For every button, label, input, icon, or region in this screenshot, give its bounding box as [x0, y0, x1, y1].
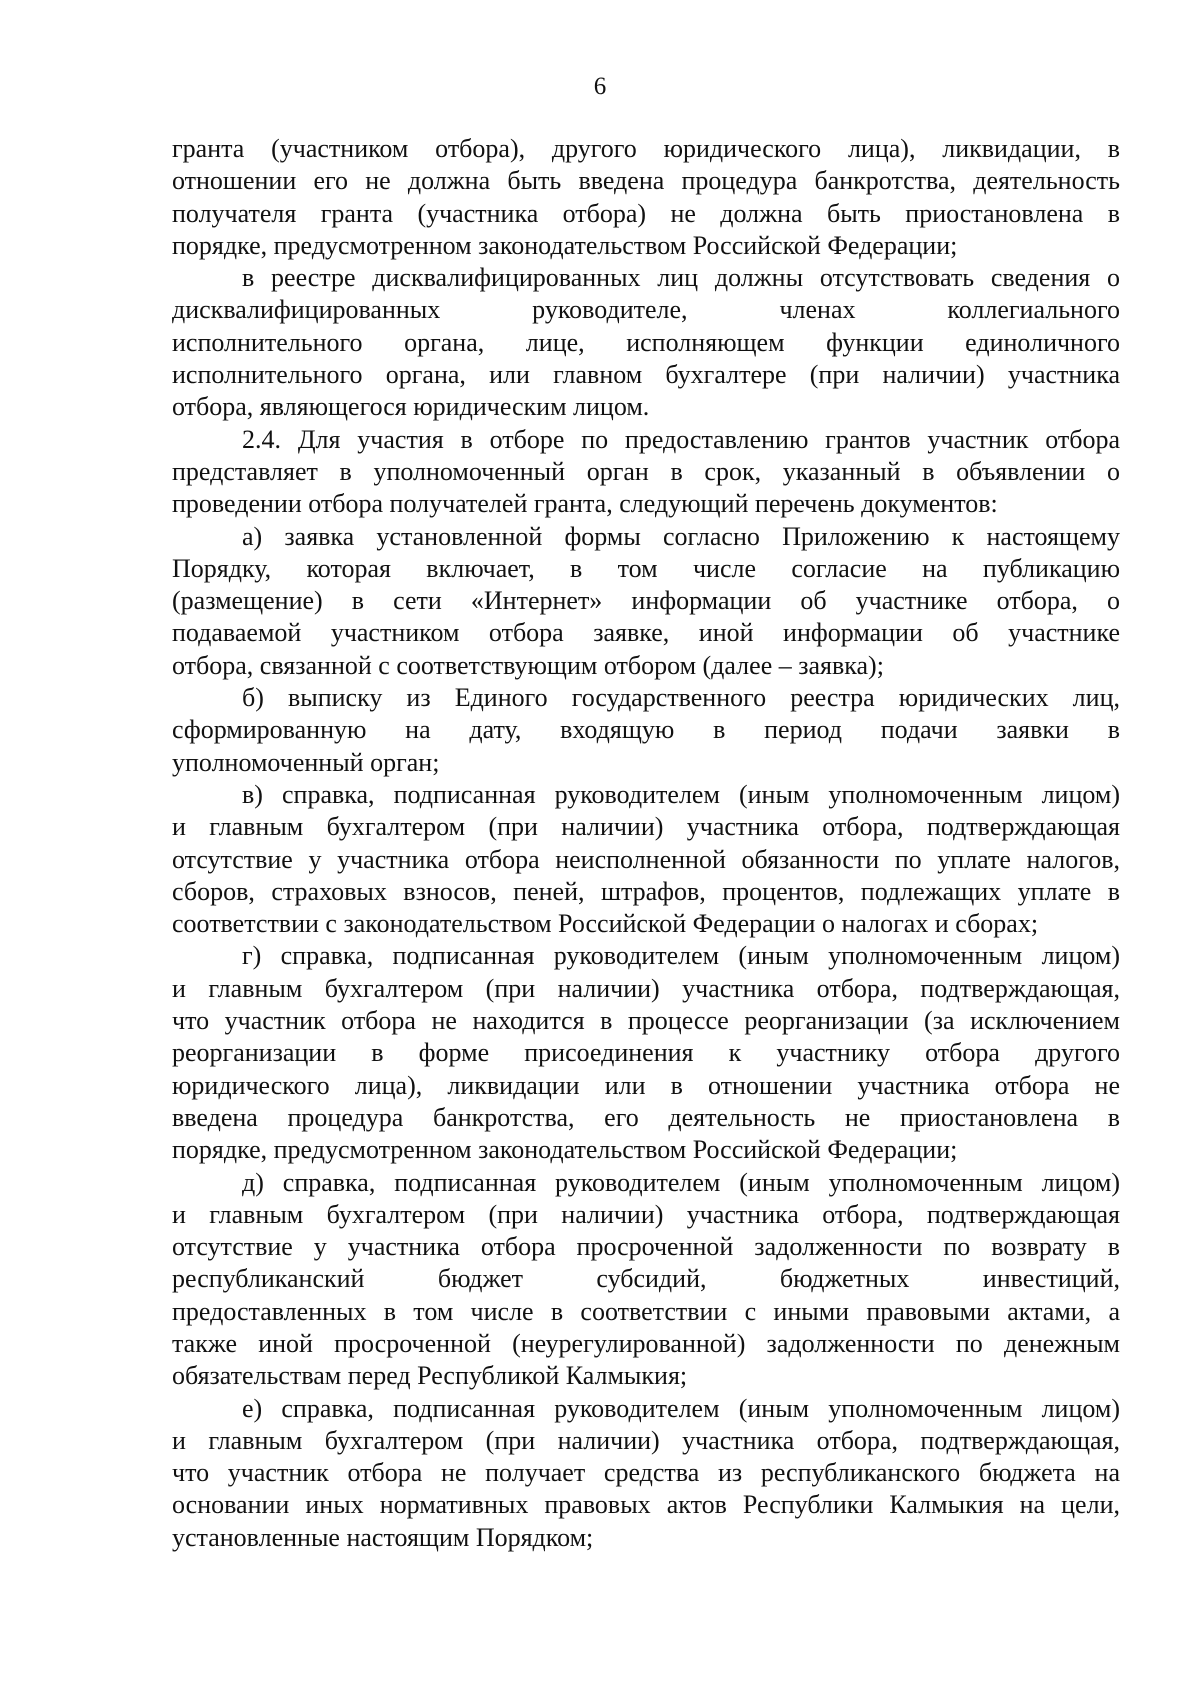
text-line: и главным бухгалтером (при наличии) участника отбора, подтверждающая: [172, 812, 1120, 842]
text-line: введена процедура банкротства, его деятельность не приостановлена в: [172, 1102, 1120, 1132]
text-line: республиканский бюджет субсидий, бюджетных инвестиций,: [172, 1264, 1120, 1294]
text-line: д) справка, подписанная руководителем (иным уполномоченным лицом): [242, 1167, 1120, 1197]
text-line: 2.4. Для участия в отборе по предоставлению грантов участник отбора: [242, 424, 1120, 454]
paragraph-item-b: [172, 682, 1120, 779]
text-line: основании иных нормативных правовых актов Республики Калмыкия на цели,: [172, 1490, 1120, 1520]
text-line: отсутствие у участника отбора просроченной задолженности по возврату в: [172, 1232, 1120, 1262]
paragraph-item-d: [172, 1167, 1120, 1393]
text-line: порядке, предусмотренном законодательством Российской Федерации;: [172, 1135, 958, 1165]
text-line: б) выписку из Единого государственного реестра юридических лиц,: [242, 683, 1120, 713]
text-line: получателя гранта (участника отбора) не должна быть приостановлена в: [172, 198, 1120, 228]
paragraph-item-g: [172, 940, 1120, 1166]
text-line: соответствии с законодательством Российской Федерации о налогах и сборах;: [172, 909, 1039, 939]
text-line: (размещение) в сети «Интернет» информации об участнике отбора, о: [172, 586, 1120, 616]
text-line: что участник отбора не получает средства из республиканского бюджета на: [172, 1458, 1120, 1488]
paragraph-item-a: [172, 521, 1120, 682]
paragraph-disqualified-persons: [172, 262, 1120, 423]
page-number: 6: [593, 73, 607, 100]
text-line: представляет в уполномоченный орган в срок, указанный в объявлении о: [172, 456, 1120, 486]
text-line: в реестре дисквалифицированных лиц должны отсутствовать сведения о: [242, 263, 1120, 293]
text-line: реорганизации в форме присоединения к участнику отбора другого: [172, 1038, 1120, 1068]
text-line: что участник отбора не находится в процессе реорганизации (за исключением: [172, 1006, 1120, 1036]
text-line: и главным бухгалтером (при наличии) участника отбора, подтверждающая,: [172, 1425, 1120, 1455]
text-line: обязательствам перед Республикой Калмыкия;: [172, 1361, 688, 1391]
text-line: г) справка, подписанная руководителем (иным уполномоченным лицом): [242, 941, 1120, 971]
text-line: в) справка, подписанная руководителем (иным уполномоченным лицом): [242, 779, 1120, 809]
text-line: отбора, являющегося юридическим лицом.: [172, 392, 650, 422]
text-line: исполнительного органа, или главном бухгалтере (при наличии) участника: [172, 360, 1120, 390]
text-line: отношении его не должна быть введена процедура банкротства, деятельность: [172, 166, 1120, 196]
text-line: и главным бухгалтером (при наличии) участника отбора, подтверждающая: [172, 1199, 1120, 1229]
text-line: дисквалифицированных руководителе, членах коллегиального: [172, 295, 1120, 325]
text-line: а) заявка установленной формы согласно Приложению к настоящему: [242, 521, 1120, 551]
paragraph-clause-2-4: [172, 424, 1120, 521]
text-line: также иной просроченной (неурегулированной) задолженности по денежным: [172, 1328, 1120, 1358]
text-line: гранта (участником отбора), другого юридического лица), ликвидации, в: [172, 134, 1120, 163]
text-line: Порядку, которая включает, в том числе согласие на публикацию: [172, 553, 1120, 583]
text-line: и главным бухгалтером (при наличии) участника отбора, подтверждающая,: [172, 973, 1120, 1003]
paragraph-item-e: [172, 1393, 1120, 1554]
text-line: юридического лица), ликвидации или в отношении участника отбора не: [172, 1070, 1120, 1100]
text-line: исполнительного органа, лице, исполняющем функции единоличного: [172, 327, 1120, 357]
text-line: подаваемой участником отбора заявке, иной информации об участнике: [172, 618, 1120, 648]
paragraph-item-v: [172, 779, 1120, 940]
paragraph-continuation: [172, 133, 1120, 262]
text-line: отбора, связанной с соответствующим отбором (далее – заявка);: [172, 650, 884, 680]
text-line: е) справка, подписанная руководителем (иным уполномоченным лицом): [242, 1393, 1120, 1423]
text-line: сформированную на дату, входящую в период подачи заявки в: [172, 715, 1120, 745]
text-line: уполномоченный орган;: [172, 747, 440, 777]
text-line: проведении отбора получателей гранта, следующий перечень документов:: [172, 489, 998, 519]
document-body: [172, 133, 1120, 1554]
text-line: установленные настоящим Порядком;: [172, 1522, 594, 1552]
text-line: порядке, предусмотренном законодательством Российской Федерации;: [172, 230, 958, 260]
text-line: предоставленных в том числе в соответствии с иными правовыми актами, а: [172, 1296, 1120, 1326]
text-line: сборов, страховых взносов, пеней, штрафов, процентов, подлежащих уплате в: [172, 876, 1120, 906]
text-line: отсутствие у участника отбора неисполненной обязанности по уплате налогов,: [172, 844, 1120, 874]
